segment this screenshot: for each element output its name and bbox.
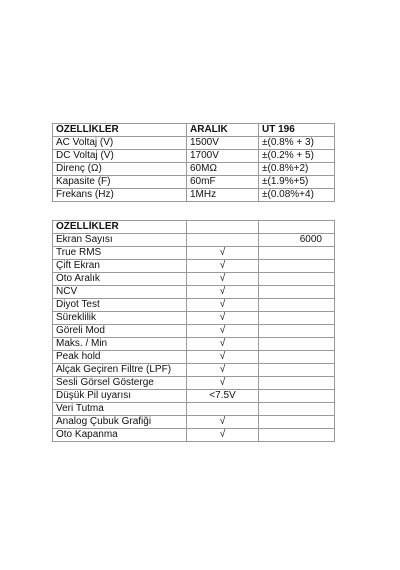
features-header-empty: [259, 221, 335, 234]
table-row: [53, 429, 335, 442]
feature-model-value: [259, 286, 335, 299]
feature-name: Göreli Mod: [53, 325, 187, 338]
specs-header-model: UT 196: [259, 124, 335, 137]
feature-model-value: [259, 403, 335, 416]
feature-model-value: [259, 273, 335, 286]
table-row: [53, 390, 335, 403]
feature-name: Ekran Sayısı: [53, 234, 187, 247]
spec-range: 1700V: [187, 150, 259, 163]
spec-name: Frekans (Hz): [53, 189, 187, 202]
features-header-empty: [187, 221, 259, 234]
table-row: [53, 403, 335, 416]
table-row: [53, 312, 335, 325]
feature-check: √: [187, 364, 259, 377]
feature-value: <7.5V: [187, 390, 259, 403]
spec-accuracy: ±(0.08%+4): [259, 189, 335, 202]
feature-check: √: [187, 351, 259, 364]
feature-check: √: [187, 247, 259, 260]
table-row: [53, 176, 335, 189]
feature-check: √: [187, 416, 259, 429]
feature-name: Veri Tutma: [53, 403, 187, 416]
feature-model-value: [259, 338, 335, 351]
table-row: [53, 273, 335, 286]
feature-name: True RMS: [53, 247, 187, 260]
feature-name: Çift Ekran: [53, 260, 187, 273]
features-header: ÖZELLİKLER: [53, 221, 187, 234]
feature-name: Oto Aralık: [53, 273, 187, 286]
feature-model-value: [259, 260, 335, 273]
table-row: [53, 163, 335, 176]
table-row: [53, 416, 335, 429]
feature-check: √: [187, 286, 259, 299]
specs-header-feature: ÖZELLİKLER: [53, 124, 187, 137]
feature-check: √: [187, 260, 259, 273]
table-row: [53, 377, 335, 390]
feature-check: √: [187, 377, 259, 390]
feature-name: Oto Kapanma: [53, 429, 187, 442]
feature-name: Düşük Pil uyarısı: [53, 390, 187, 403]
feature-check: √: [187, 325, 259, 338]
table-row: [53, 260, 335, 273]
specs-header-range: ARALIK: [187, 124, 259, 137]
feature-name: Süreklilik: [53, 312, 187, 325]
spec-range: 1MHz: [187, 189, 259, 202]
table-row: [53, 137, 335, 150]
feature-name: Maks. / Min: [53, 338, 187, 351]
spec-range: 60MΩ: [187, 163, 259, 176]
feature-value: [187, 234, 259, 247]
feature-model-value: [259, 364, 335, 377]
table-row: [53, 150, 335, 163]
specs-header-row: [53, 124, 335, 137]
table-row: [53, 286, 335, 299]
feature-name: Sesli Görsel Gösterge: [53, 377, 187, 390]
feature-name: NCV: [53, 286, 187, 299]
spec-name: Direnç (Ω): [53, 163, 187, 176]
table-row: [53, 351, 335, 364]
feature-model-value: [259, 312, 335, 325]
features-table: [52, 220, 335, 442]
table-row: [53, 189, 335, 202]
feature-name: Alçak Geçiren Filtre (LPF): [53, 364, 187, 377]
feature-name: Diyot Test: [53, 299, 187, 312]
spec-accuracy: ±(0.2% + 5): [259, 150, 335, 163]
table-row: [53, 338, 335, 351]
specs-table: [52, 123, 335, 202]
feature-check: √: [187, 338, 259, 351]
feature-model-value: [259, 247, 335, 260]
spec-accuracy: ±(0.8%+2): [259, 163, 335, 176]
spec-accuracy: ±(0.8% + 3): [259, 137, 335, 150]
spec-name: DC Voltaj (V): [53, 150, 187, 163]
table-row: [53, 299, 335, 312]
feature-check: √: [187, 429, 259, 442]
feature-check: [187, 403, 259, 416]
feature-name: Peak hold: [53, 351, 187, 364]
spec-name: AC Voltaj (V): [53, 137, 187, 150]
feature-model-value: 6000: [259, 234, 335, 247]
feature-model-value: [259, 299, 335, 312]
feature-name: Analog Çubuk Grafiği: [53, 416, 187, 429]
feature-model-value: [259, 351, 335, 364]
feature-check: √: [187, 273, 259, 286]
feature-check: √: [187, 299, 259, 312]
spec-range: 60mF: [187, 176, 259, 189]
features-header-row: [53, 221, 335, 234]
feature-model-value: [259, 416, 335, 429]
spec-accuracy: ±(1.9%+5): [259, 176, 335, 189]
table-row: [53, 325, 335, 338]
feature-model-value: [259, 390, 335, 403]
spec-range: 1500V: [187, 137, 259, 150]
feature-model-value: [259, 429, 335, 442]
spec-name: Kapasite (F): [53, 176, 187, 189]
feature-model-value: [259, 377, 335, 390]
feature-model-value: [259, 325, 335, 338]
table-row: [53, 364, 335, 377]
feature-check: √: [187, 312, 259, 325]
table-row: [53, 234, 335, 247]
table-row: [53, 247, 335, 260]
